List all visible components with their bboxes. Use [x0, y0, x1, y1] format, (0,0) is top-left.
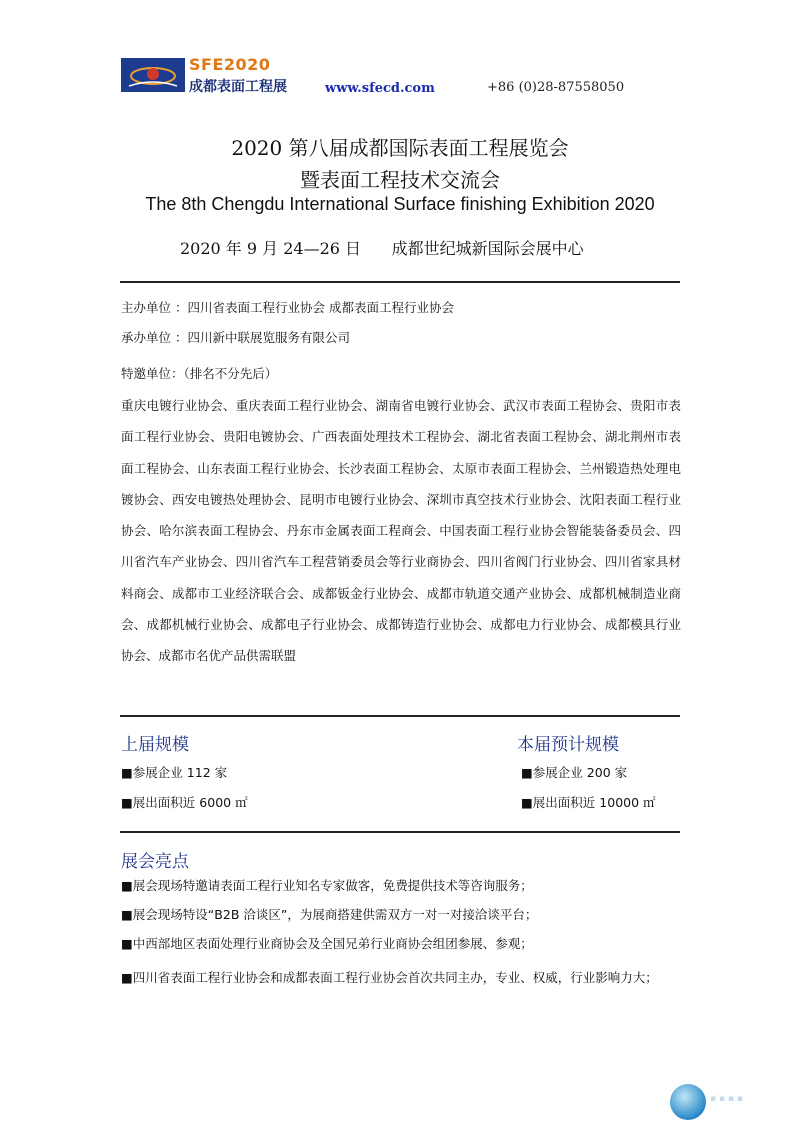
host-units: 主办单位 ：四川省表面工程行业协会 成都表面工程行业协会	[121, 300, 454, 315]
logo	[121, 55, 293, 97]
last-exhibitors: ■参展企业 112 家	[121, 765, 228, 780]
highlights-heading: 展会亮点	[121, 852, 189, 872]
divider	[120, 715, 680, 717]
divider	[120, 831, 680, 833]
date-venue: 2020 年 9 月 24—26 日 成都世纪城新国际会展中心	[180, 239, 584, 258]
watermark-globe-icon	[670, 1084, 706, 1120]
invited-label: 特邀单位：（排名不分先后）	[121, 366, 278, 381]
next-area: ■展出面积近 10000 ㎡	[521, 795, 656, 810]
logo-emblem-icon	[121, 58, 185, 92]
title-line-2: 暨表面工程技术交流会	[300, 168, 500, 192]
next-exhibitors: ■参展企业 200 家	[521, 765, 628, 780]
highlight-item: ■中西部地区表面处理行业商协会及全国兄弟行业商协会组团参展、参观；	[121, 936, 533, 951]
title-line-1: 2020 第八届成都国际表面工程展览会	[231, 136, 569, 160]
phone-number: +86 (0)28-87558050	[487, 80, 625, 95]
highlight-item: ■四川省表面工程行业协会和成都表面工程行业协会首次共同主办，专业、权威，行业影响力大；	[121, 970, 658, 985]
title-english: The 8th Chengdu International Surface finishing Exhibition 2020	[145, 194, 655, 214]
logo-title: SFE2020	[189, 55, 271, 74]
last-area: ■展出面积近 6000 ㎡	[121, 795, 248, 810]
logo-subtitle: 成都表面工程展	[189, 79, 287, 95]
next-scale-heading: 本届预计规模	[517, 735, 619, 755]
invited-list: 重庆电镀行业协会、重庆表面工程行业协会、湖南省电镀行业协会、武汉市表面工程协会、贵阳市表面工程行业协会、贵阳电镀协会、广西表面处理技术工程协会、湖北省表面工程协会、湖北荆州市表面工程协会、山东表面工程行业协会、长沙表面工程协会、太原市表面工程协会、兰州锻造热处理电镀协会、西安电镀热处理协会、昆明市电镀行业协会、深圳市真空技术行业协会、沈阳表面工程行业协会、哈尔滨表面工程协会、丹东市金属表面工程商会、中国表面工程行业协会智能装备委员会、四川省汽车产业协会、四川省汽车工程营销委员会等行业商协会、四川省阀门行业协会、四川省家具材料商会、成都市工业经济联合会、成都钣金行业协会、成都市轨道交通产业协会、成都机械制造业商会、成都机械行业协会、成都电子行业协会、成都铸造行业协会、成都电力行业协会、成都模具行业协会、成都市名优产品供需联盟	[121, 398, 681, 664]
watermark-text: ▪ ▪ ▪ ▪	[710, 1094, 743, 1104]
highlight-item: ■展会现场特邀请表面工程行业知名专家做客，免费提供技术等咨询服务；	[121, 878, 533, 893]
divider	[120, 281, 680, 283]
organizer-unit: 承办单位 ：四川新中联展览服务有限公司	[121, 330, 350, 345]
last-scale-heading: 上届规模	[121, 735, 189, 755]
highlight-item: ■展会现场特设“B2B 洽谈区”，为展商搭建供需双方一对一对接洽谈平台；	[121, 907, 538, 922]
website-link[interactable]: www.sfecd.com	[325, 81, 435, 96]
